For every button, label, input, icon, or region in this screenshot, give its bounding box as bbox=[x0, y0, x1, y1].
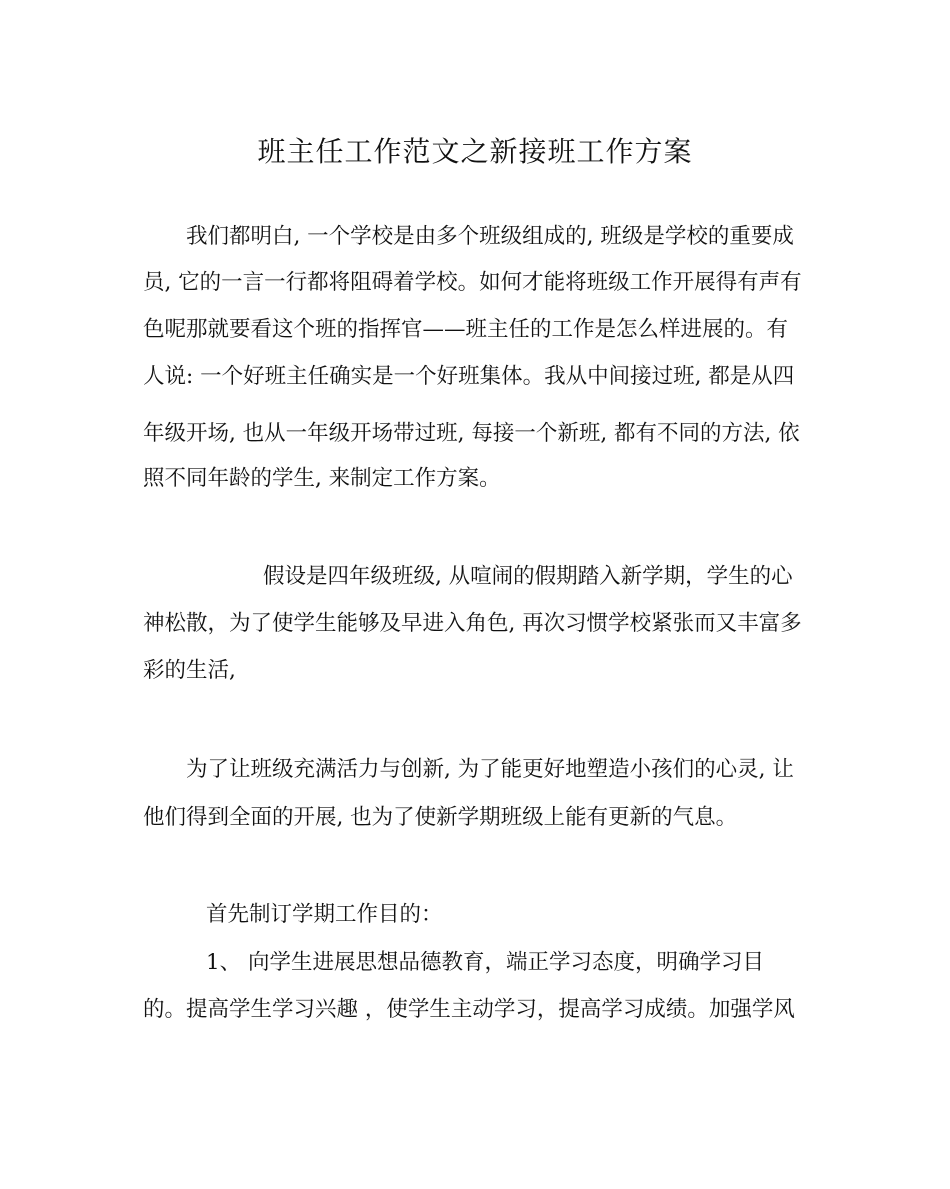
paragraph-4-line-1: 首先制订学期工作目的： bbox=[206, 902, 443, 927]
paragraph-3-line-1: 为了让班级充满活力与创新, 为了能更好地塑造小孩们的心灵, 让 bbox=[186, 757, 794, 782]
paragraph-2-line-2: 神松散，为了使学生能够及早进入角色, 再次习惯学校紧张而又丰富多 bbox=[143, 611, 802, 636]
paragraph-1-line-5: 年级开场, 也从一年级开场带过班, 每接一个新班, 都有不同的方法, 依 bbox=[143, 421, 800, 446]
paragraph-1-line-1: 我们都明白, 一个学校是由多个班级组成的, 班级是学校的重要成 bbox=[186, 224, 794, 249]
paragraph-3-line-2: 他们得到全面的开展, 也为了使新学期班级上能有更新的气息。 bbox=[143, 805, 738, 830]
document-title: 班主任工作范文之新接班工作方案 bbox=[257, 135, 693, 168]
paragraph-5-line-2: 的。提高学生学习兴趣 ，使学生主动学习，提高学习成绩。加强学风 bbox=[143, 997, 795, 1022]
paragraph-1-line-2: 员, 它的一言一行都将阻碍着学校。如何才能将班级工作开展得有声有 bbox=[143, 270, 802, 295]
paragraph-2-line-1: 假设是四年级班级, 从喧闹的假期踏入新学期，学生的心 bbox=[263, 564, 793, 589]
paragraph-2-line-3: 彩的生活, bbox=[143, 658, 236, 683]
paragraph-1-line-6: 照不同年龄的学生, 来制定工作方案。 bbox=[143, 466, 501, 491]
paragraph-1-line-3: 色呢那就要看这个班的指挥官——班主任的工作是怎么样进展的。有 bbox=[143, 317, 789, 342]
paragraph-5-line-1: 1、 向学生进展思想品德教育，端正学习态度，明确学习目 bbox=[206, 950, 765, 975]
paragraph-1-line-4: 人说: 一个好班主任确实是一个好班集体。我从中间接过班, 都是从四 bbox=[143, 364, 795, 389]
